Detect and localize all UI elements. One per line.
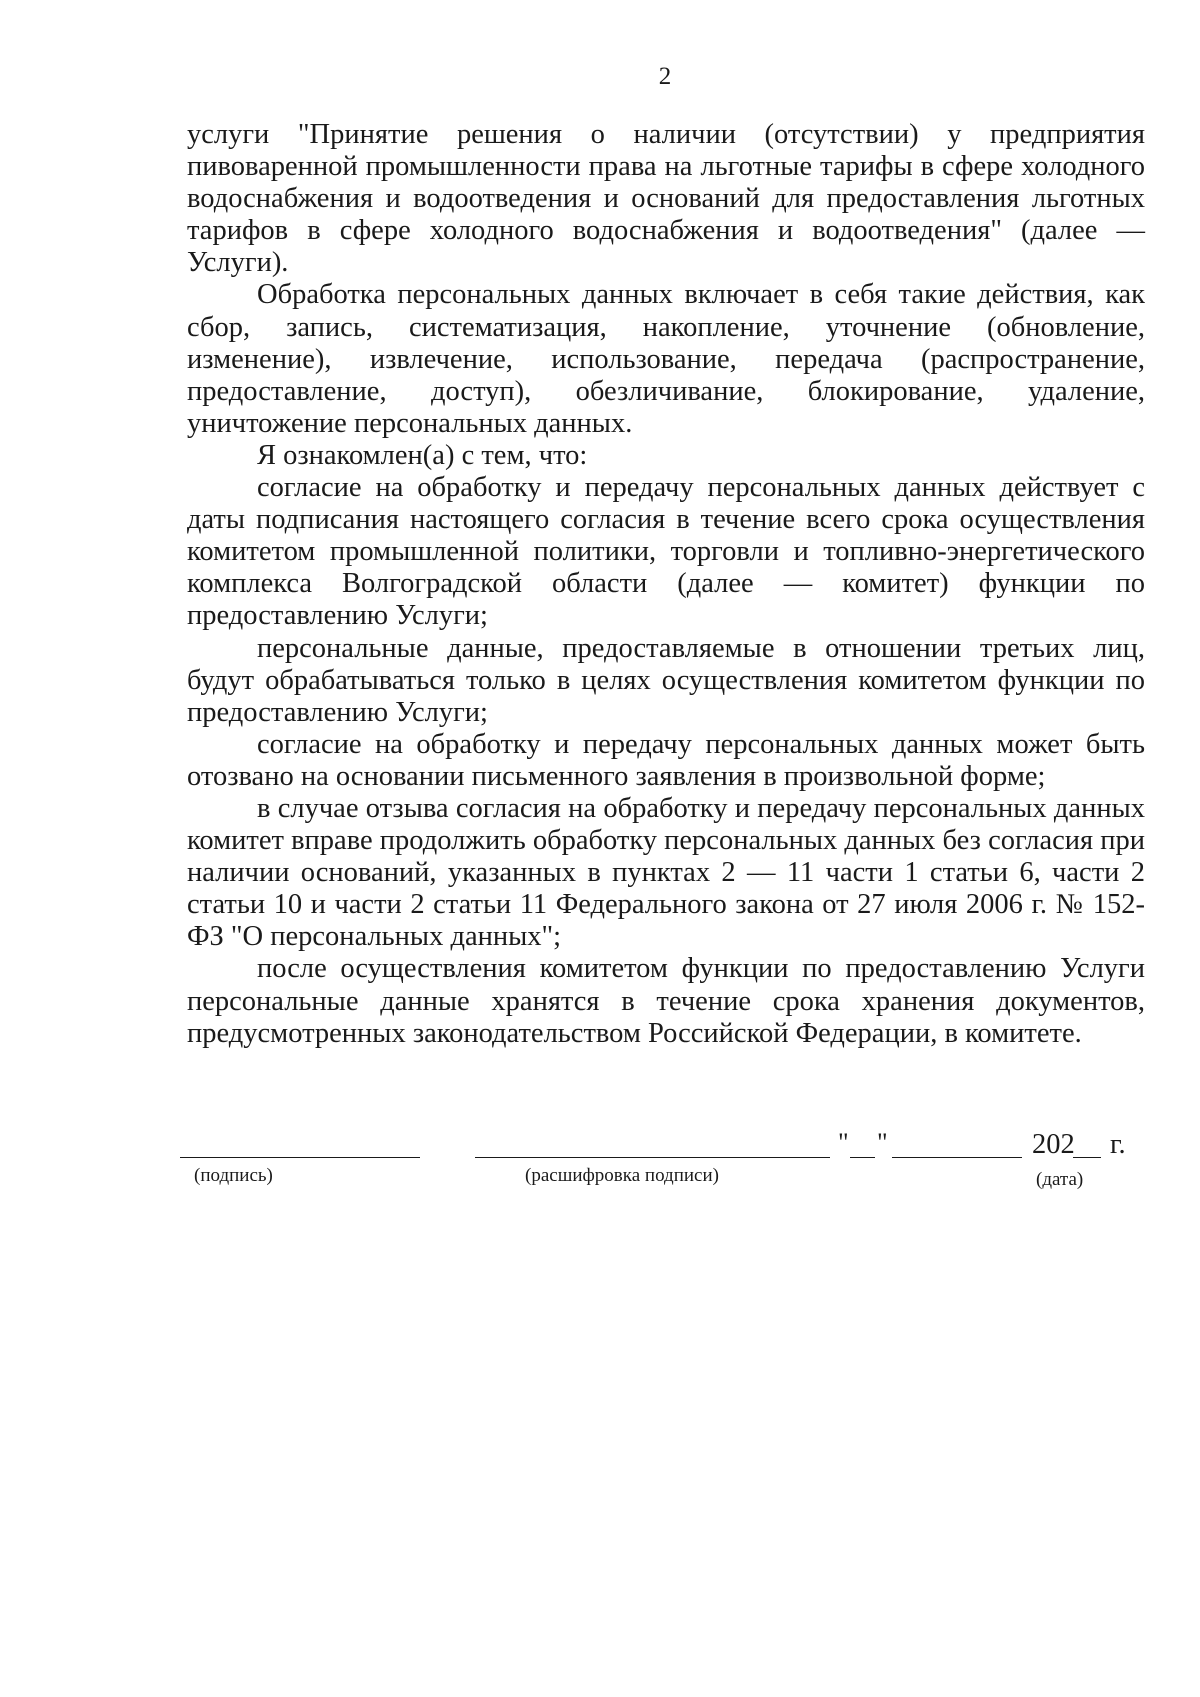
paragraph-consent-term: согласие на обработку и передачу персональных данных действует с даты подписания настоящего согласия в течение всего срока осуществления комитетом промышленной политики, торговли и топливно-энергетического комплекса Волгоградской области (далее — комитет) функции по предоставлению Услуги; — [187, 472, 1145, 632]
caption-date: (дата) — [1036, 1169, 1084, 1190]
paragraph-revocation-effects: в случае отзыва согласия на обработку и передачу персональных данных комитет вправе продолжить обработку персональных данных без согласия при наличии оснований, указанных в пунктах 2 — 11 части 1 статьи 6, части 2 статьи 10 и части 2 статьи 11 Федерального закона от 27 июля 2006 г. № 152-ФЗ "О персональных данных"; — [187, 792, 1145, 953]
paragraph-processing-actions: Обработка персональных данных включает в себя такие действия, как сбор, запись, систематизация, накопление, уточнение (обновление, изменение), извлечение, использование, передача (распространение, предоставление, доступ), обезличивание, блокирование, удаление, уничтожение персональных данных. — [187, 279, 1145, 439]
paragraph-storage: после осуществления комитетом функции по предоставлению Услуги персональные данные хранятся в течение срока хранения документов, предусмотренных законодательством Российской Федерации, в комитете. — [187, 953, 1145, 1049]
date-month-line — [892, 1157, 1022, 1158]
page-number: 2 — [658, 63, 672, 90]
paragraph-acknowledgement: Я ознакомлен(а) с тем, что: — [257, 439, 588, 471]
paragraph-third-parties: персональные данные, предоставляемые в отношении третьих лиц, будут обрабатываться только в целях осуществления комитетом функции по предоставлению Услуги; — [187, 632, 1145, 728]
caption-signature: (подпись) — [194, 1165, 273, 1186]
paragraph-revocation: согласие на обработку и передачу персональных данных может быть отозвано на основании письменного заявления в произвольной форме; — [187, 728, 1145, 792]
caption-signature-decoding: (расшифровка подписи) — [525, 1165, 719, 1186]
date-year-suffix: г. — [1110, 1129, 1126, 1160]
signature-block — [180, 1125, 1140, 1195]
signature-decoding-line — [475, 1157, 830, 1158]
date-year-prefix: 202 — [1032, 1129, 1075, 1160]
date-year-line — [1073, 1157, 1101, 1158]
document-body — [187, 119, 1145, 1050]
signature-line — [180, 1157, 420, 1158]
date-day-line — [850, 1157, 875, 1158]
paragraph-service-name: услуги "Принятие решения о наличии (отсутствии) у предприятия пивоваренной промышленности права на льготные тарифы в сфере холодного водоснабжения и водоотведения и оснований для предоставления льготных тарифов в сфере холодного водоснабжения и водоотведения" (далее — Услуги). — [187, 119, 1145, 279]
date-day-quote-open: " — [838, 1128, 849, 1157]
date-day-quote-close: " — [877, 1128, 888, 1157]
